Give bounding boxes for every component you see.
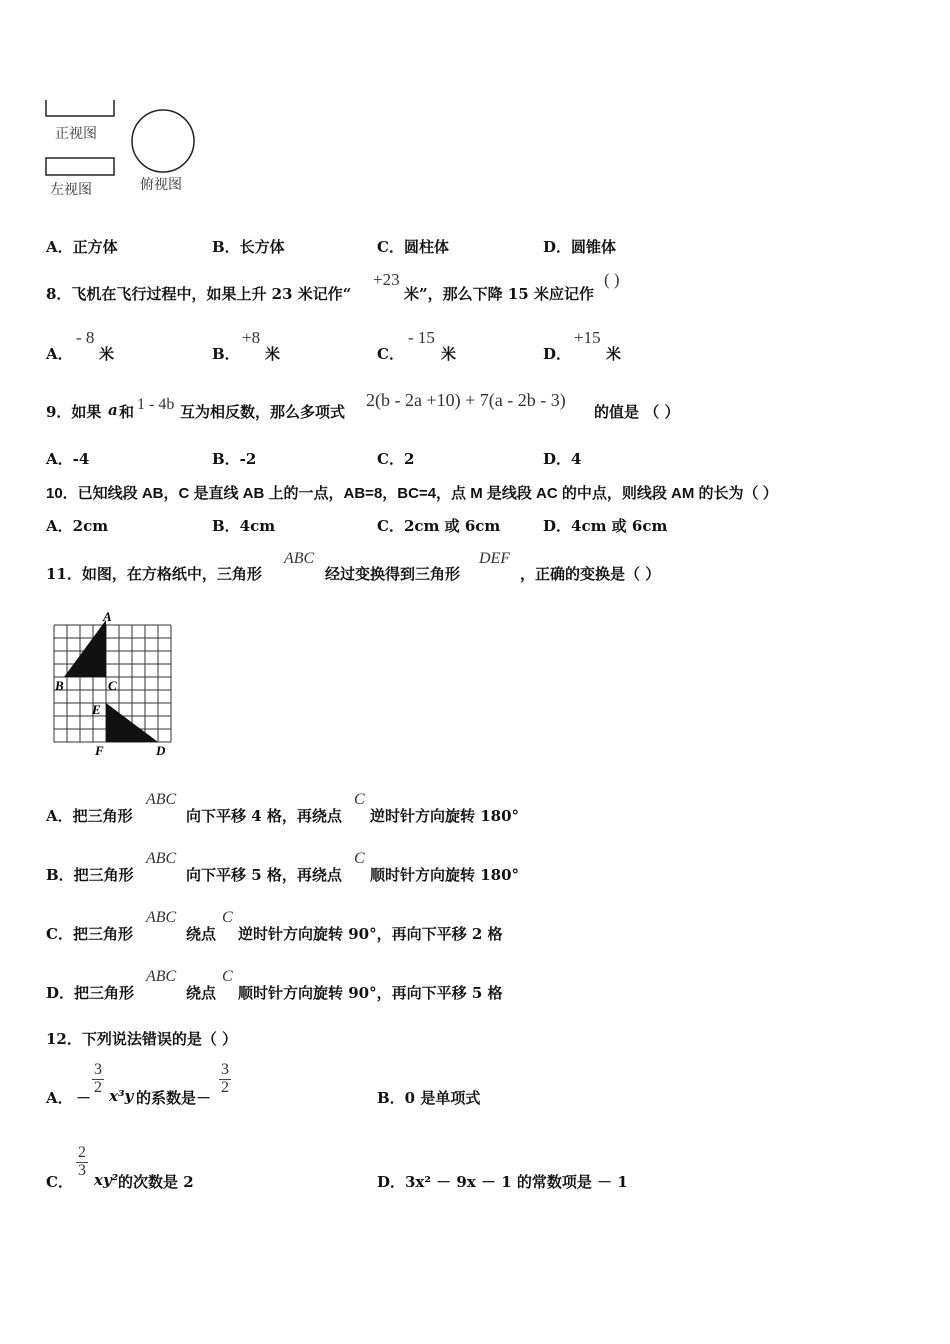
label-a: A [103, 610, 112, 624]
label-b: B [55, 678, 64, 693]
q9-expr2: 2(b - 2a +10) + 7(a - 2b - 3) [366, 390, 566, 410]
q12-option-a-term: x³y [109, 1087, 134, 1105]
q11-option-b-mid: 向下平移 5 格，再绕点 [186, 866, 342, 884]
q11-option-d-mid: 绕点 [186, 984, 217, 1002]
q11-option-d-pt: C [222, 968, 233, 985]
q8-option-b-unit: 米 [265, 345, 281, 363]
q11-text2: 经过变换得到三角形 [325, 565, 461, 583]
left-view-rect [46, 158, 114, 175]
q11-option-d-end: 顺时针方向旋转 90°，再向下平移 5 格 [238, 984, 503, 1002]
q11-option-c-tri: ABC [146, 909, 177, 926]
q11-option-c-mid: 绕点 [186, 925, 217, 943]
q12-option-a-fraction2 [219, 1062, 231, 1097]
front-view-rect [46, 100, 114, 116]
q8-option-d-unit: 米 [606, 345, 622, 363]
q11-text1: 11．如图，在方格纸中，三角形 [46, 565, 262, 583]
q10-option-b: B．4cm [212, 517, 276, 535]
q8-paren: ( ) [604, 270, 620, 289]
triangle-abc [64, 620, 106, 677]
q7-option-d: D．圆锥体 [543, 238, 617, 256]
q12-option-c-fraction [76, 1145, 88, 1180]
q9-text2: 和 [119, 403, 135, 421]
q11-option-a-letter: A．把三角形 [46, 807, 133, 825]
q12-option-a-fraction [92, 1062, 104, 1097]
fraction-numerator: 2 [78, 1144, 86, 1161]
q11-option-d-letter: D．把三角形 [46, 984, 135, 1002]
q11-option-a-pt: C [354, 791, 365, 808]
q9-text1: 9．如果 [46, 403, 102, 421]
q11-grid-figure [44, 610, 184, 760]
q11-option-a-tri: ABC [146, 791, 177, 808]
q8-option-c-value: - 15 [408, 328, 435, 347]
q11-option-c-letter: C．把三角形 [46, 925, 133, 943]
q11-option-c-end: 逆时针方向旋转 90°，再向下平移 2 格 [238, 925, 503, 943]
q11-option-a-mid: 向下平移 4 格，再绕点 [186, 807, 342, 825]
top-view-circle [132, 110, 194, 172]
front-view-label: 正视图 [55, 126, 97, 142]
q9-text3: 互为相反数，那么多项式 [180, 403, 346, 421]
q10-option-a: A．2cm [46, 517, 109, 535]
q8-option-d-value: +15 [574, 328, 601, 347]
q8-option-d-letter: D． [543, 345, 572, 363]
fraction-denominator: 3 [78, 1161, 86, 1179]
q11-tri1: ABC [284, 550, 315, 567]
q12-option-a-mid: 的系数是－ [136, 1089, 212, 1107]
q8-option-a-unit: 米 [99, 345, 115, 363]
q8-math-up: +23 [373, 270, 400, 289]
q12-text: 12．下列说法错误的是（ ） [46, 1030, 238, 1048]
q9-text4: 的值是 （ ） [594, 403, 680, 421]
q10-option-d: D．4cm 或 6cm [543, 517, 668, 535]
q9-option-d: D．4 [543, 450, 582, 468]
q9-option-b: B．-2 [212, 450, 257, 468]
q7-option-a: A．正方体 [46, 238, 118, 256]
top-view-label: 俯视图 [140, 177, 182, 193]
fraction-numerator: 3 [94, 1061, 102, 1078]
q12-option-a-minus: － [76, 1089, 92, 1107]
label-f: F [95, 743, 104, 758]
q8-text-before: 8．飞机在飞行过程中，如果上升 23 米记作“ [46, 285, 352, 303]
q11-option-b-pt: C [354, 850, 365, 867]
q10-option-c: C．2cm 或 6cm [377, 517, 501, 535]
q11-option-d-tri: ABC [146, 968, 177, 985]
q7-option-b: B．长方体 [212, 238, 285, 256]
q11-option-b-tri: ABC [146, 850, 177, 867]
q8-option-b-letter: B． [212, 345, 240, 363]
q8-option-a-letter: A． [46, 345, 73, 363]
fraction-denominator: 2 [221, 1078, 229, 1096]
left-view-label: 左视图 [50, 182, 92, 198]
q12-option-c-end: 的次数是 2 [118, 1173, 194, 1191]
q11-option-b-letter: B．把三角形 [46, 866, 134, 884]
q8-option-b-value: +8 [242, 328, 261, 347]
fraction-numerator: 3 [221, 1061, 229, 1078]
label-e: E [92, 702, 101, 717]
q12-option-c-letter: C． [46, 1173, 73, 1191]
fraction-denominator: 2 [94, 1078, 102, 1096]
q9-option-c: C．2 [377, 450, 415, 468]
q10-text: 10．已知线段 AB，C 是直线 AB 上的一点，AB=8，BC=4，点 M 是线段 AC 的中点，则线段 AM 的长为（ ） [46, 485, 778, 502]
q11-text3: ，正确的变换是（ ） [520, 565, 661, 583]
q8-option-c-unit: 米 [441, 345, 457, 363]
q9-option-a: A．-4 [46, 450, 90, 468]
q9-expr1: 1 - 4b [137, 396, 175, 413]
q9-var-a: a [108, 401, 118, 419]
label-c: C [108, 678, 117, 693]
q7-option-c: C．圆柱体 [377, 238, 449, 256]
q11-option-a-end: 逆时针方向旋转 180° [370, 807, 520, 825]
q8-option-a-value: - 8 [76, 328, 95, 347]
q12-option-b: B．0 是单项式 [377, 1089, 481, 1107]
q12-option-a-letter: A． [46, 1089, 73, 1107]
q8-text-after: 米”，那么下降 15 米应记作 [404, 285, 594, 303]
q11-option-b-end: 顺时针方向旋转 180° [370, 866, 520, 884]
q12-option-d-text: 3x² － 9x － 1 的常数项是 － 1 [405, 1173, 628, 1191]
q11-option-c-pt: C [222, 909, 233, 926]
q8-option-c-letter: C． [377, 345, 404, 363]
q11-tri2: DEF [479, 550, 511, 567]
q12-option-d-letter: D． [377, 1173, 406, 1191]
label-d: D [156, 743, 166, 758]
q12-option-c-term: xy² [94, 1171, 119, 1189]
